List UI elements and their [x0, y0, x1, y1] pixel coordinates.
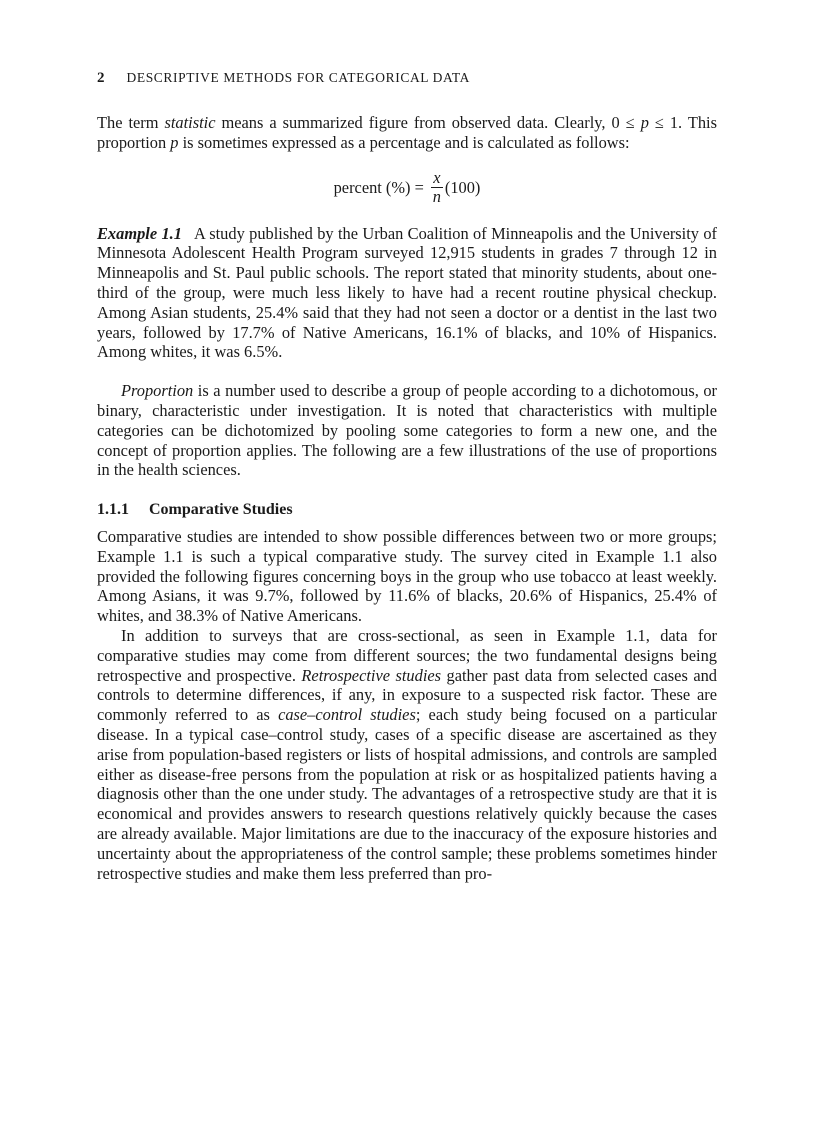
text-run: is sometimes expressed as a percentage and is calculated as follows:: [178, 132, 630, 152]
fraction-numerator: x: [433, 168, 441, 188]
term-statistic: statistic: [164, 113, 216, 132]
section-heading: [97, 500, 717, 520]
running-head: [97, 68, 717, 90]
variable-p: p: [640, 113, 649, 132]
text-run: ; each study being focused on a particular disease. In a typical case–control study, cases of a specific disease are ascertained as they arise from population-based registers or lists of hospital admissions, and controls are sampled either as disease-free persons from the population at risk or as hospitalized patients having a diagnosis other than the one under study. The advantages of a retrospective study are that it is economical and provides answers to research questions relatively quickly because the cases are already available. Major limitations are due to the inaccuracy of the exposure histories and uncertainty about the appropriateness of the control sample; these problems sometimes hinder retrospective studies and make them less preferred than pro-: [97, 705, 717, 883]
text-run: In addition to surveys that are cross-sectional, as seen in Example 1.1, data for comparative studies may come from different sources; the two fundamental designs being retrospective and prospective.: [97, 625, 717, 685]
paragraph-proportion: [97, 381, 717, 480]
running-title: DESCRIPTIVE METHODS FOR CATEGORICAL DATA: [126, 70, 470, 85]
text-run: means a summarized figure from observed data. Clearly, 0 ≤: [215, 113, 641, 132]
page: [97, 68, 717, 883]
paragraph-statistic: [97, 113, 717, 153]
fraction-denominator: n: [432, 187, 441, 207]
percent-equation: [97, 158, 717, 218]
example-label: Example 1.1: [97, 223, 182, 243]
paragraph-comparative: Comparative studies are intended to show possible differences between two or more groups; Example 1.1 is such a typical comparative study. The survey cited in Example 1.1 also provided the following figures concerning boys in the group who use tobacco at least weekly. Among Asians, it was 9.7%, followed by 11.6% of blacks, 20.6% of Hispanics, 25.4% of whites, and 38.3% of Native Americans.: [97, 526, 717, 626]
term-proportion: Proportion: [121, 381, 194, 401]
spacer: [97, 362, 717, 381]
text-run: ≤ 1. This proportion: [97, 113, 717, 152]
fraction: [431, 169, 443, 206]
term-case-control-studies: case–control studies: [278, 705, 416, 725]
equation-lhs: percent (%) =: [333, 177, 424, 197]
text-run: The term: [97, 113, 165, 132]
paragraph-surveys: [97, 626, 717, 883]
variable-p: p: [170, 132, 179, 152]
section-number: 1.1.1: [97, 501, 129, 519]
page-number: 2: [97, 70, 105, 86]
text-run: is a number used to describe a group of people according to a dichotomous, or binary, characteristic under investigation. It is noted that characteristics with multiple categories can be dichotomized by pooling some categories to form a new one, and the concept of proportion applies. The following are a few illustrations of the use of proportions in the health sciences.: [97, 381, 717, 480]
section-title: Comparative Studies: [149, 501, 293, 519]
equation-factor: (100): [444, 177, 481, 197]
term-retrospective-studies: Retrospective studies: [301, 665, 442, 685]
example-text: A study published by the Urban Coalition of Minneapolis and the University of Minnesota Adolescent Health Program surveyed 12,915 students in grades 7 through 12 in Minneapolis and St. Paul public schools. The report stated that minority students, about one-third of the group, were much less likely to have had a recent routine physical checkup. Among Asian students, 25.4% said that they had not seen a doctor or a dentist in the last two years, followed by 17.7% of Native Americans, 16.1% of blacks, and 10% of Hispanics. Among whites, it was 6.5%.: [97, 223, 717, 362]
text-run: gather past data from selected cases and controls to determine differences, if any, in exposure to a suspected risk factor. These are commonly referred to as: [97, 665, 717, 725]
example-1-1: [97, 224, 717, 363]
spacer: [97, 480, 717, 500]
